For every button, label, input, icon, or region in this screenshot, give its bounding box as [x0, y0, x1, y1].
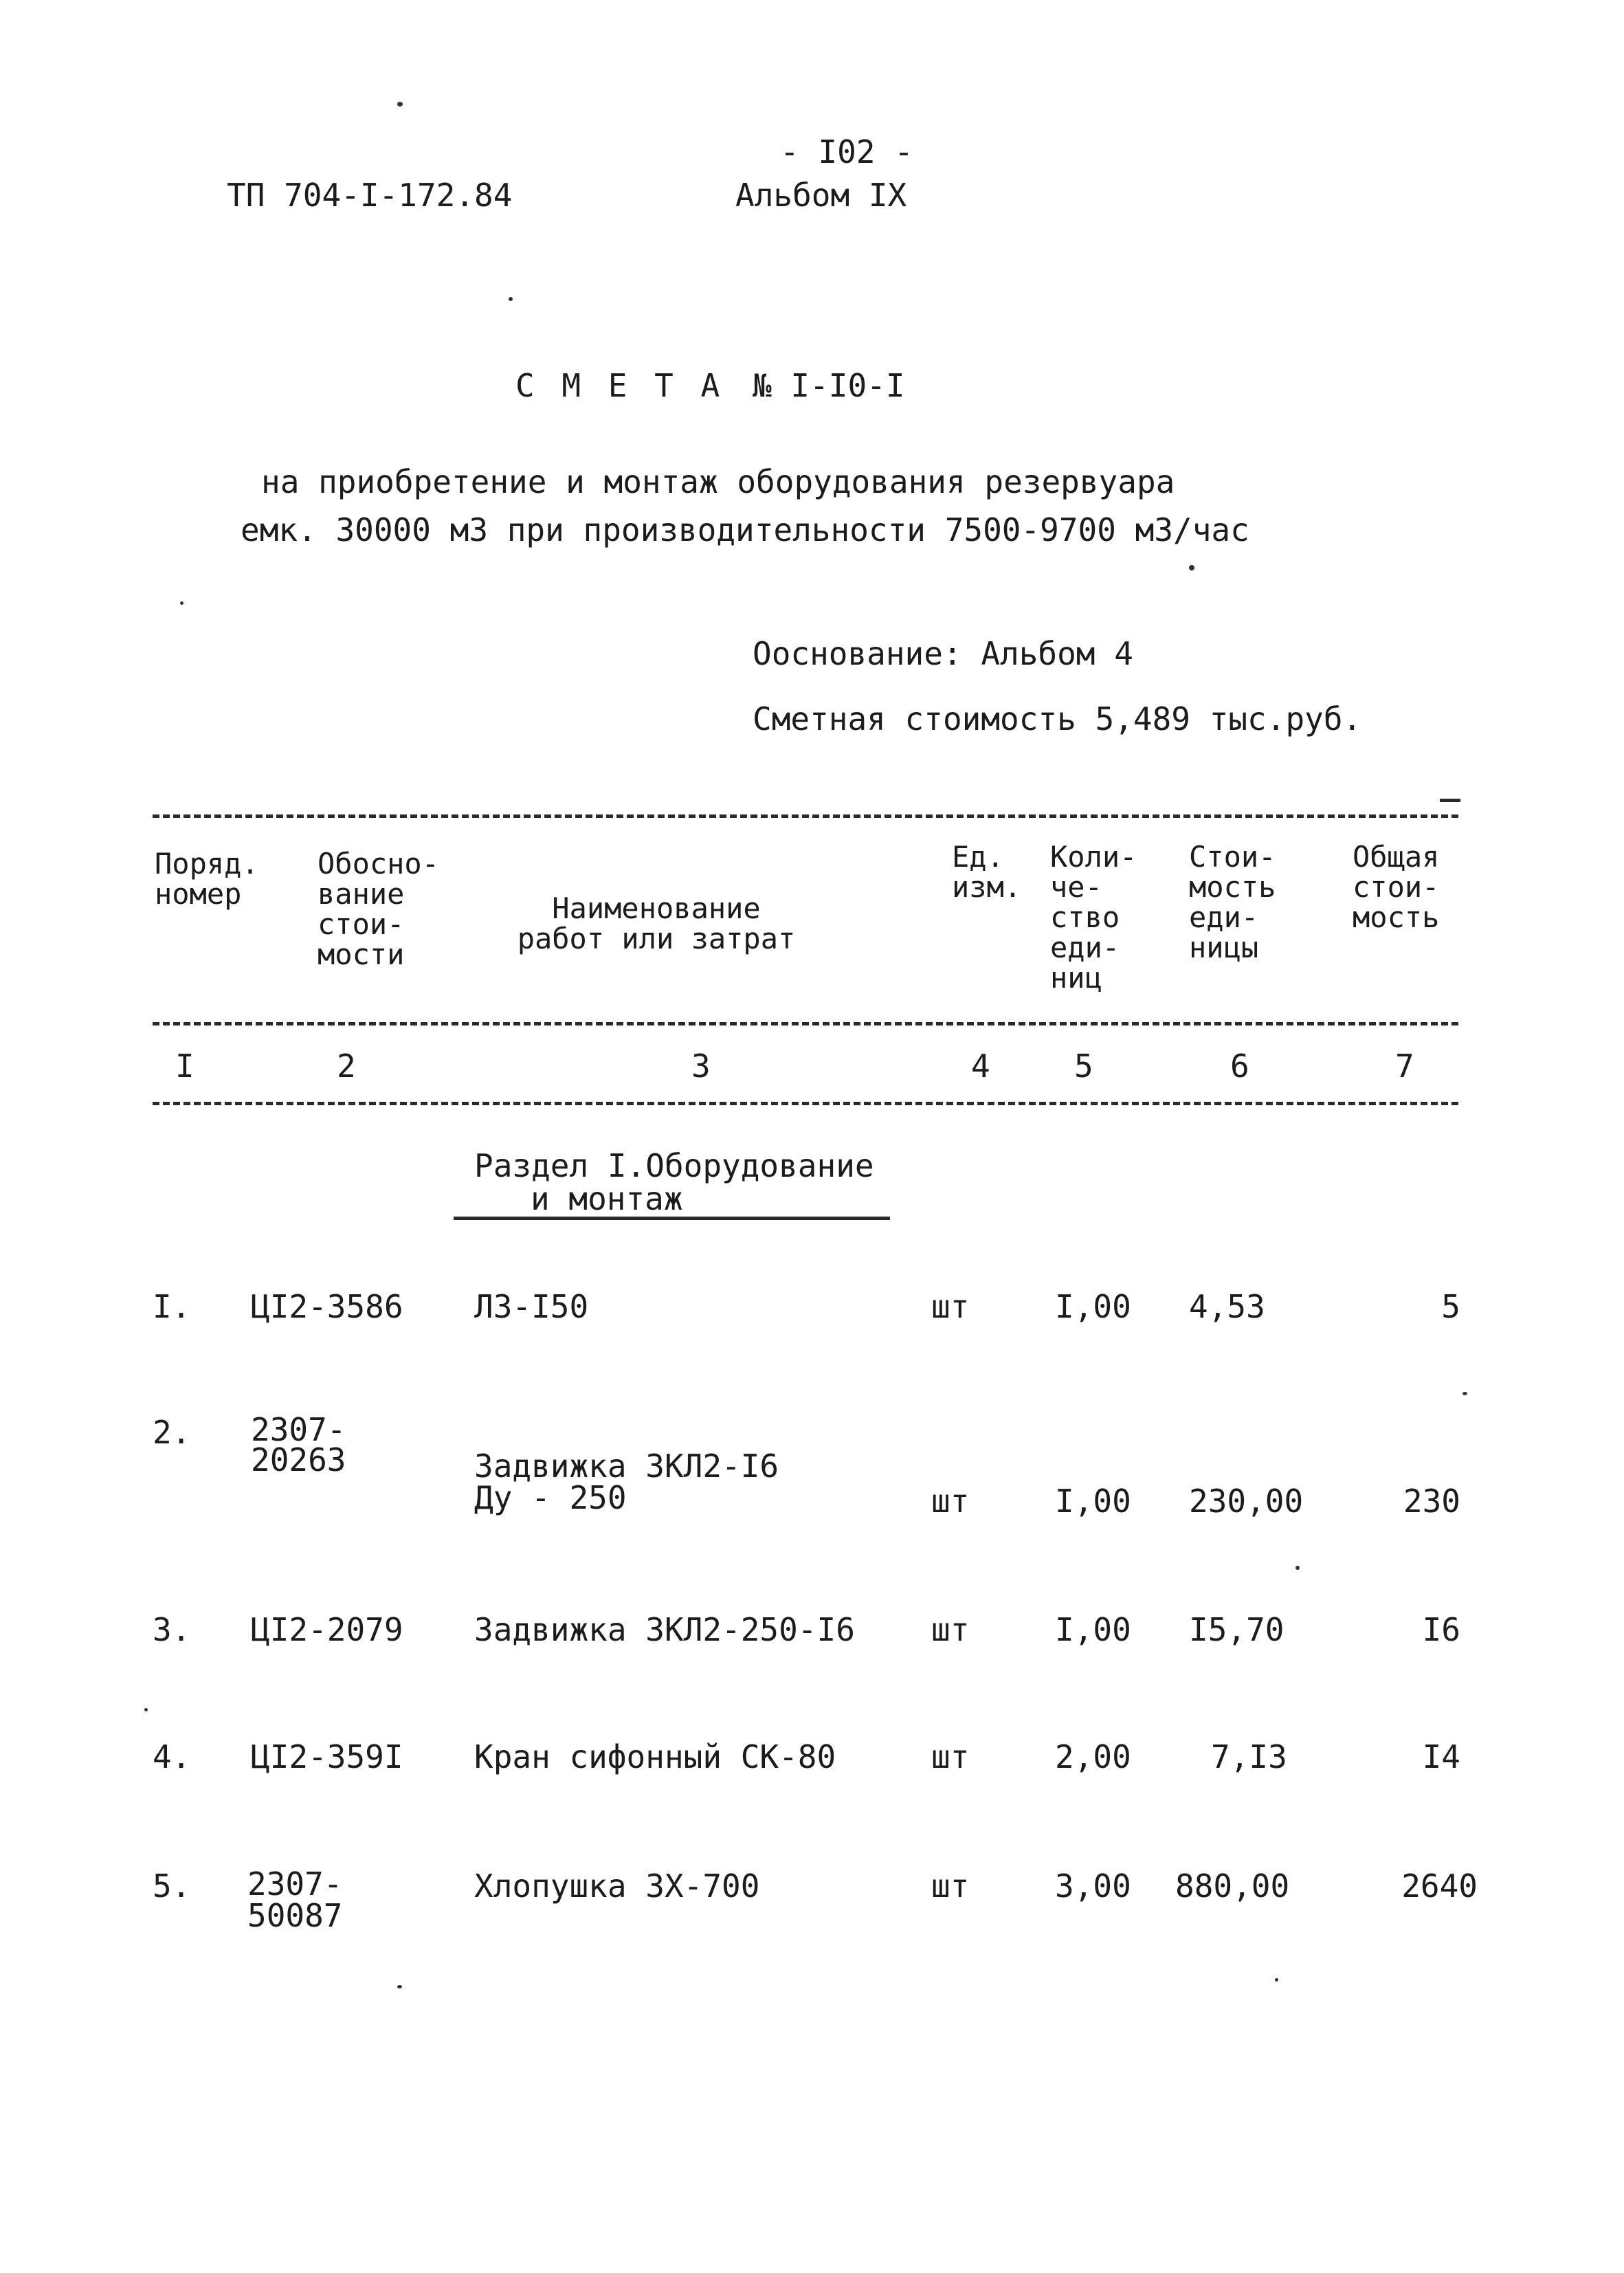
section-title: Раздел I.Оборудование — [474, 1147, 874, 1184]
scan-speck — [144, 1708, 148, 1711]
row-total-cost: 2640 — [1401, 1867, 1478, 1905]
row-unit: шт — [931, 1483, 970, 1520]
scan-speck — [509, 297, 513, 301]
column-number-6: 6 — [1230, 1047, 1249, 1085]
row-unit-cost: 4,53 — [1189, 1288, 1265, 1325]
row-item-name: Задвижка ЗКЛ2-250-I6 — [474, 1611, 855, 1648]
row-total-cost: 230 — [1403, 1483, 1460, 1520]
column-numbers-rule — [153, 1102, 1458, 1105]
row-basis-code: ЦI2-359I — [251, 1738, 403, 1775]
column-header-unit-cost: Стои- мость еди- ницы — [1189, 840, 1276, 964]
estimated-cost-line: Сметная стоимость 5,489 тыс.руб. — [753, 700, 1362, 738]
row-unit-cost: 230,00 — [1189, 1483, 1304, 1520]
table-top-rule — [153, 814, 1458, 818]
row-quantity: I,00 — [1055, 1288, 1131, 1325]
document-code: ТП 704-I-172.84 — [227, 177, 513, 214]
row-quantity: 2,00 — [1055, 1738, 1131, 1775]
row-quantity: I,00 — [1055, 1483, 1131, 1520]
row-number: 2. — [153, 1414, 191, 1451]
section-title-continued: и монтаж — [454, 1181, 890, 1220]
column-header-unit: Ед. изм. — [952, 840, 1022, 904]
row-total-cost: I4 — [1422, 1738, 1460, 1775]
row-basis-code: ЦI2-3586 — [251, 1288, 403, 1325]
column-number-7: 7 — [1395, 1047, 1414, 1085]
subtitle-line-2: емк. 30000 м3 при производительности 7500-9700 м3/час — [241, 511, 1249, 548]
row-item-name: Задвижка ЗКЛ2-I6 Ду - 250 — [474, 1448, 779, 1516]
row-number: 4. — [153, 1738, 191, 1775]
row-unit-cost: I5,70 — [1189, 1611, 1284, 1648]
row-basis-code: 2307- 20263 — [251, 1411, 346, 1478]
row-item-name: Кран сифонный СК-80 — [474, 1738, 836, 1775]
column-number-3: 3 — [691, 1047, 711, 1085]
column-header-total-cost: Общая стои- мость — [1353, 840, 1440, 934]
scan-speck — [1275, 1978, 1278, 1982]
row-unit-cost: 880,00 — [1175, 1867, 1290, 1905]
row-number: 5. — [153, 1867, 191, 1905]
row-total-cost: 5 — [1441, 1288, 1460, 1325]
column-header-quantity: Коли- че- ство еди- ниц — [1050, 840, 1137, 995]
album-label: Альбом IX — [735, 177, 907, 214]
header-bottom-rule — [153, 1022, 1458, 1025]
page-number: - I02 - — [780, 133, 913, 170]
row-unit: шт — [931, 1738, 970, 1775]
row-unit: шт — [931, 1867, 970, 1905]
row-unit-cost: 7,I3 — [1211, 1738, 1287, 1775]
estimate-number: № I-I0-I — [753, 367, 905, 404]
row-quantity: 3,00 — [1055, 1867, 1131, 1905]
column-number-4: 4 — [971, 1047, 990, 1085]
scan-speck — [1295, 1566, 1300, 1570]
row-quantity: I,00 — [1055, 1611, 1131, 1648]
estimate-heading: С М Е Т А — [515, 367, 724, 404]
row-number: I. — [153, 1288, 191, 1325]
row-number: 3. — [153, 1611, 191, 1648]
row-total-cost: I6 — [1422, 1611, 1460, 1648]
row-unit: шт — [931, 1288, 970, 1325]
row-basis-code: ЦI2-2079 — [251, 1611, 403, 1648]
column-header-name: Наименование работ или затрат — [517, 891, 796, 955]
column-number-2: 2 — [337, 1047, 356, 1085]
column-header-basis: Обосно- вание стои- мости — [318, 847, 440, 971]
subtitle-line-1: на приобретение и монтаж оборудования резервуара — [261, 463, 1175, 500]
row-item-name: ЛЗ-I50 — [474, 1288, 589, 1325]
scan-speck — [397, 102, 403, 107]
basis-line: Ооснование: Альбом 4 — [753, 635, 1133, 672]
mark-dash — [1440, 799, 1460, 802]
scan-speck — [397, 1985, 402, 1988]
row-item-name: Хлопушка ЗХ-700 — [474, 1867, 760, 1905]
row-unit: шт — [931, 1611, 970, 1648]
scan-speck — [1462, 1392, 1467, 1395]
column-number-1: I — [175, 1047, 194, 1085]
scan-speck — [1189, 565, 1194, 570]
column-number-5: 5 — [1074, 1047, 1093, 1085]
row-basis-code: 2307- 50087 — [247, 1865, 343, 1934]
scan-speck — [180, 601, 183, 605]
column-header-order: Поряд. номер — [155, 847, 259, 911]
